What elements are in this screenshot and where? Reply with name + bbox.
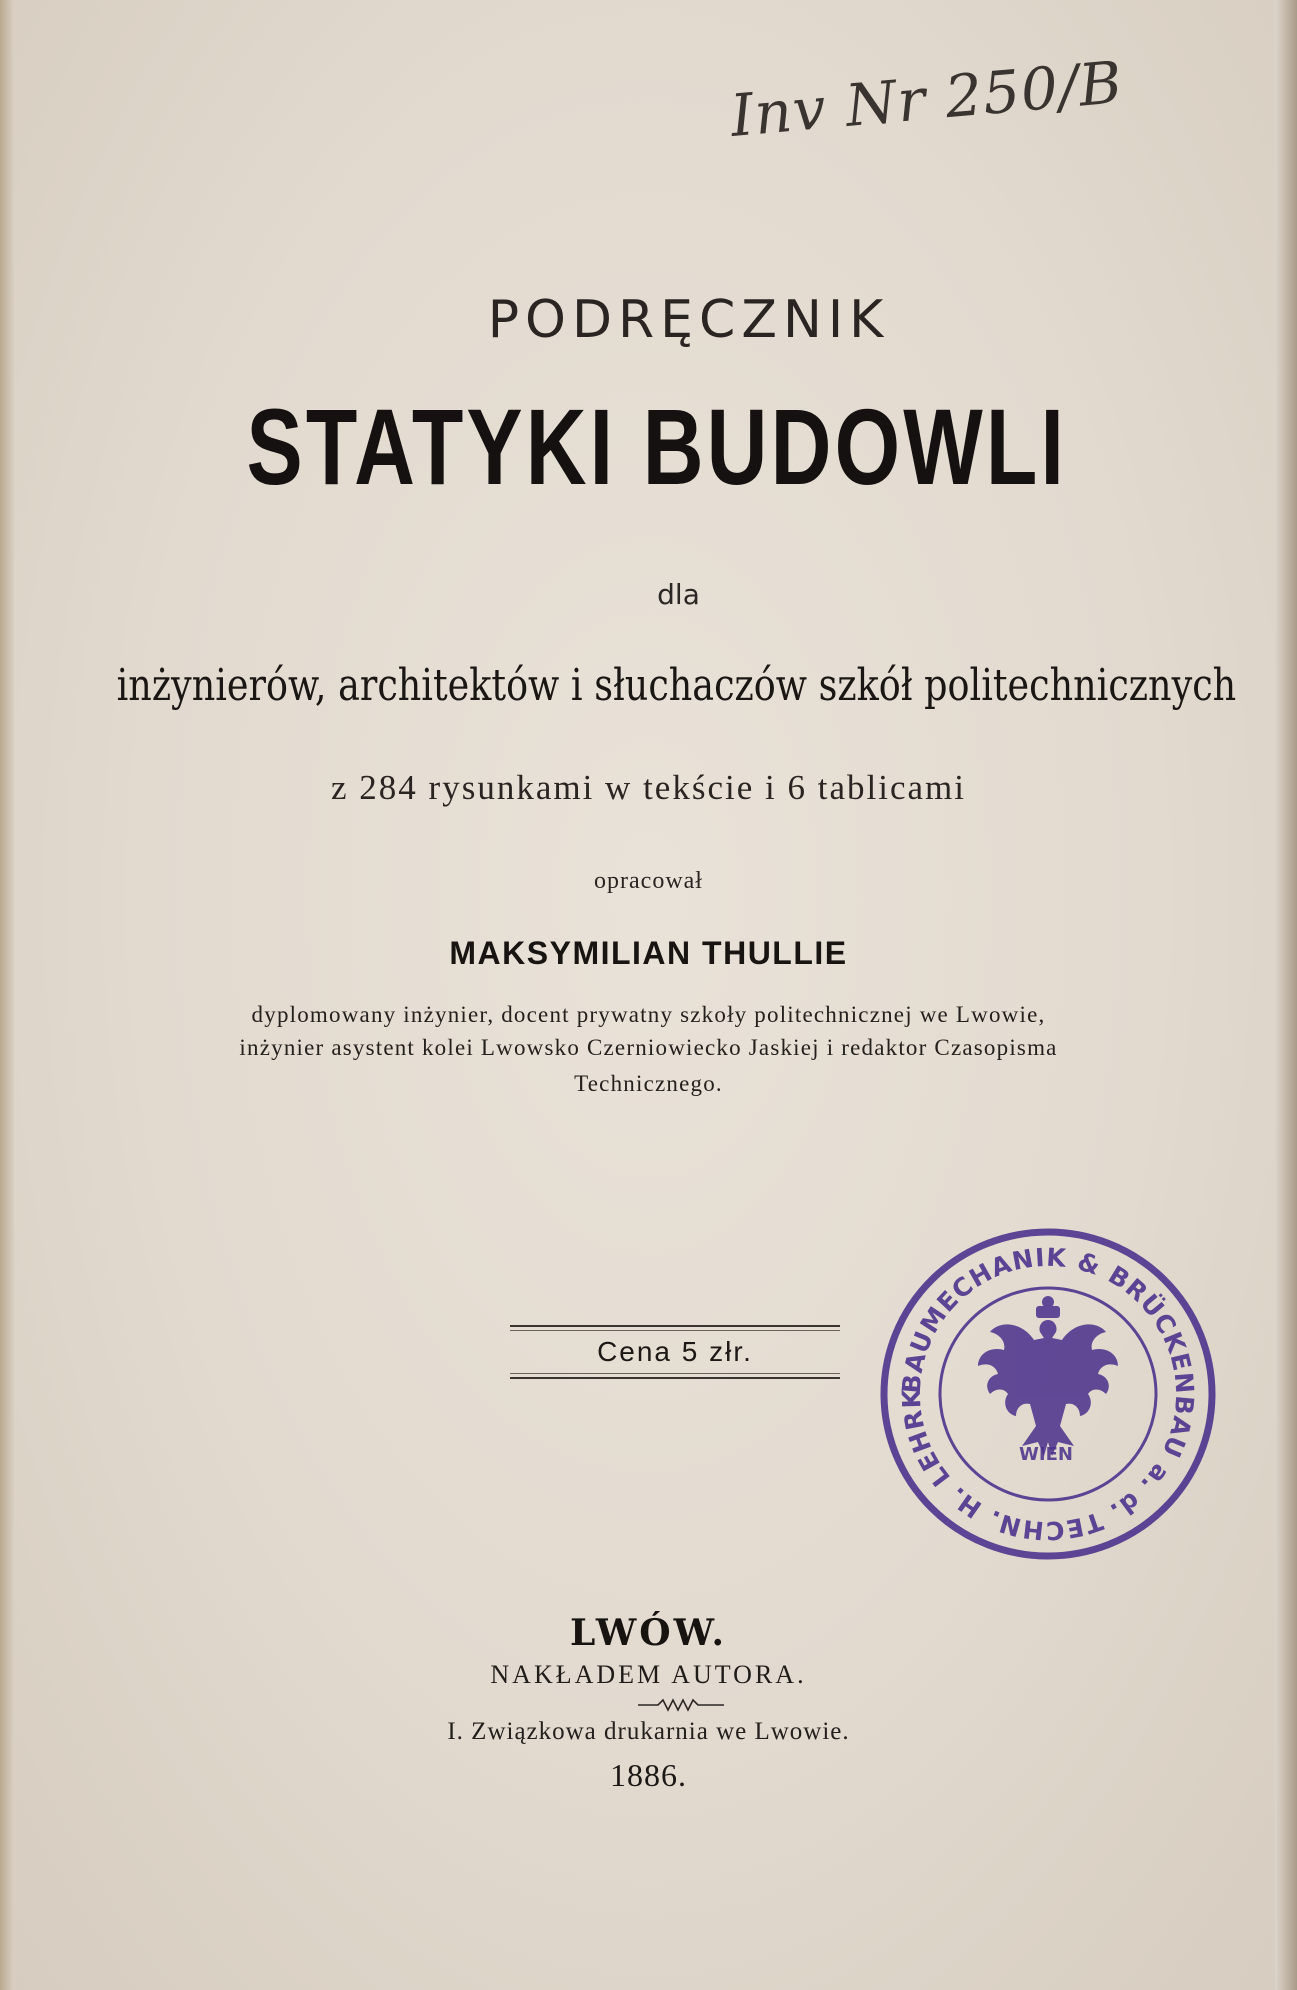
handwritten-inventory-note: [690, 45, 1170, 195]
dla-text: dla: [657, 578, 700, 611]
prepared-by: opracował: [594, 868, 703, 894]
imprint-printer: I. Związkowa drukarnia we Lwowie.: [447, 1718, 850, 1745]
figures-line: z 284 rysunkami w tekście i 6 tablicami: [331, 768, 966, 807]
author-credential-line: Technicznego.: [574, 1071, 723, 1096]
price-text: Cena 5 złr.: [597, 1336, 753, 1367]
ornament-flourish-icon: [636, 1697, 726, 1713]
author-credential-line: dyplomowany inżynier, docent prywatny szkoły politechnicznej we Lwowie,: [251, 1002, 1046, 1027]
book-title-prefix: PODRĘCZNIK: [487, 290, 890, 350]
imprint-publisher: NAKŁADEM AUTORA.: [490, 1660, 807, 1689]
imprint-year: 1886.: [610, 1757, 687, 1793]
price-box: [510, 1325, 840, 1379]
library-stamp: [876, 1222, 1220, 1566]
handwritten-note-text: Inv Nr 250/B: [727, 47, 1126, 151]
svg-text:BAUMECHANIK & BRÜCKENBAU a. d.: BAUMECHANIK & BRÜCKENBAU a. d. TECHN. H. LEHRK: [896, 1242, 1200, 1546]
audience-line: inżynierów, architektów i słuchaczów szkół politechnicznych: [116, 660, 1237, 711]
book-title: STATYKI BUDOWLI: [246, 386, 1067, 507]
author-name: MAKSYMILIAN THULLIE: [449, 935, 848, 971]
stamp-city: WIEN: [1019, 1444, 1073, 1465]
stamp-seal-icon: [876, 1222, 1220, 1566]
author-credential-line: inżynier asystent kolei Lwowsko Czerniowiecko Jaskiej i redaktor Czasopisma: [239, 1035, 1058, 1060]
imprint-city: LWÓW.: [569, 1612, 727, 1654]
